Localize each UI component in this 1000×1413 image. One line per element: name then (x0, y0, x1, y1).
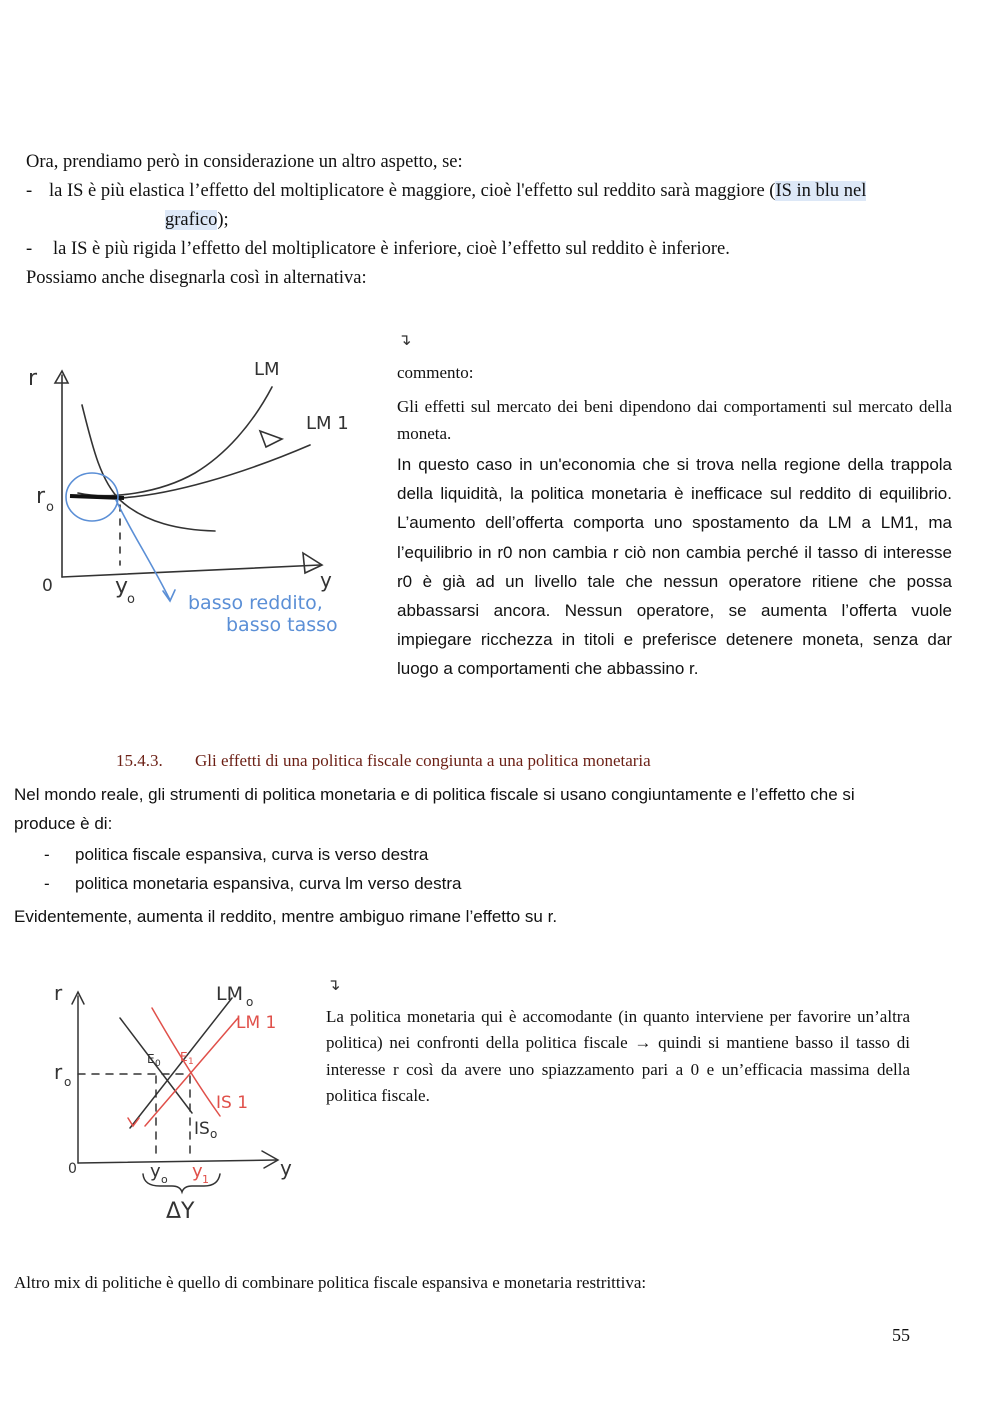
bullet-rigid-is: la IS è più rigida l’effetto del moltiplicatore è inferiore, cioè l’effetto sul reddito è inferiore. (53, 239, 730, 259)
intro-line: Possiamo anche disegnarla così in alternativa: (26, 268, 367, 288)
is1-label: IS 1 (216, 1093, 249, 1113)
y1-subscript: 1 (202, 1173, 209, 1186)
shift-arrow-icon (260, 431, 282, 447)
shift-arrow-icon (128, 1118, 139, 1126)
body-paragraph: Nel mondo reale, gli strumenti di politica monetaria e di politica fiscale si usano congiuntamente e l’effetto che si produce è di: (14, 785, 855, 833)
r0-subscript: o (46, 500, 54, 515)
y0-subscript: o (161, 1173, 168, 1186)
lm0-subscript: o (246, 995, 254, 1009)
bullet-elastic-is (49, 177, 866, 206)
intro-line: Ora, prendiamo però in considerazione un altro aspetto, se: (26, 152, 463, 172)
comment-marker-icon: ↴ (398, 332, 412, 349)
comment-paragraph: In questo caso in un'economia che si trova nella regione della trappola della liquidità, la politica monetaria è inefficace sul reddito di equilibrio. L’aumento dell’offerta comporta uno spostamento da LM a LM1, ma l’equilibrio in r0 non cambia r ciò non cambia perché il tasso di interesse r0 è già ad un livello tale che nessun operatore ritiene che possa abbassarsi ancora. Nessun operatore, se aumenta l’offerta vuole impiegare ricchezza in titoli e preferisce detenere moneta, senza dar luogo a comportamenti che abbassino r. (397, 455, 952, 679)
bullet-text: ); (217, 210, 229, 230)
comment-paragraph: Gli effetti sul mercato dei beni dipendono dai comportamenti sul mercato della moneta. (397, 397, 952, 443)
y-axis (62, 565, 320, 577)
comment-paragraph: La politica monetaria qui è accomodante (in quanto interviene per favorire un’altra politica) nei confronti della politica fiscale → quindi si mantiene basso il tasso di interesse r così da avere uno spiazzamento pari a 0 e un’efficacia massima della politica fiscale. (326, 1007, 910, 1106)
section-title: Gli effetti di una politica fiscale congiunta a una politica monetaria (195, 751, 651, 770)
liquidity-trap-segment (70, 496, 124, 498)
e0-label: E (147, 1052, 155, 1066)
liquidity-trap-graph (20, 345, 370, 645)
list-item: politica monetaria espansiva, curva lm verso destra (75, 874, 462, 893)
list-dash: - (44, 874, 50, 893)
blue-note-line2: basso tasso (226, 614, 338, 636)
bullet-dash: - (26, 239, 33, 259)
list-item: politica fiscale espansiva, curva is verso destra (75, 845, 429, 864)
bullet-continuation (165, 206, 229, 235)
closing-line: Altro mix di politiche è quello di combinare politica fiscale espansiva e monetaria restrittiva: (14, 1273, 647, 1292)
is0-subscript: o (210, 1127, 218, 1141)
blue-note-line1: basso reddito, (188, 592, 323, 614)
delta-y-label: ΔY (166, 1199, 195, 1224)
policy-mix-graph (40, 978, 320, 1228)
r-axis-label: r (28, 366, 38, 391)
y-axis-label: y (280, 1156, 292, 1180)
highlight-text: grafico (165, 210, 218, 230)
e1-subscript: 1 (188, 1057, 194, 1067)
r0-label: r (54, 1060, 63, 1084)
r0-label: r (36, 484, 46, 509)
y-axis-label: y (320, 568, 332, 592)
y0-subscript: o (127, 592, 135, 607)
origin-label: 0 (42, 576, 53, 596)
e0-subscript: 0 (155, 1059, 161, 1069)
page-number: 55 (892, 1325, 910, 1345)
origin-label: 0 (68, 1161, 77, 1177)
is0-label: IS (194, 1119, 210, 1139)
y1-label: y (192, 1161, 203, 1182)
lm1-label: LM 1 (236, 1013, 277, 1033)
bullet-text: la IS è più elastica l’effetto del moltiplicatore è maggiore, cioè l'effetto sul reddito sarà maggiore ( (49, 181, 776, 201)
r-axis-label: r (54, 981, 63, 1005)
y0-label: y (150, 1161, 161, 1182)
lm0-label: LM (216, 983, 243, 1005)
comment-marker-icon: ↴ (327, 977, 341, 994)
list-dash: - (44, 845, 50, 864)
lm-label: LM (254, 359, 280, 380)
highlight-text: IS in blu nel (775, 181, 867, 201)
lm-curve (78, 387, 272, 496)
y0-label: y (115, 574, 129, 599)
blue-arrow-icon (163, 590, 175, 601)
bullet-dash: - (26, 181, 33, 201)
is-curve (82, 405, 215, 531)
comment-label: commento: (397, 363, 474, 382)
r0-subscript: o (64, 1075, 72, 1089)
body-paragraph: Evidentemente, aumenta il reddito, mentre ambiguo rimane l’effetto su r. (14, 907, 558, 926)
e1-label: E (180, 1050, 188, 1064)
y-axis (78, 1160, 276, 1163)
section-number: 15.4.3. (116, 751, 163, 770)
lm1-label: LM 1 (306, 413, 349, 434)
